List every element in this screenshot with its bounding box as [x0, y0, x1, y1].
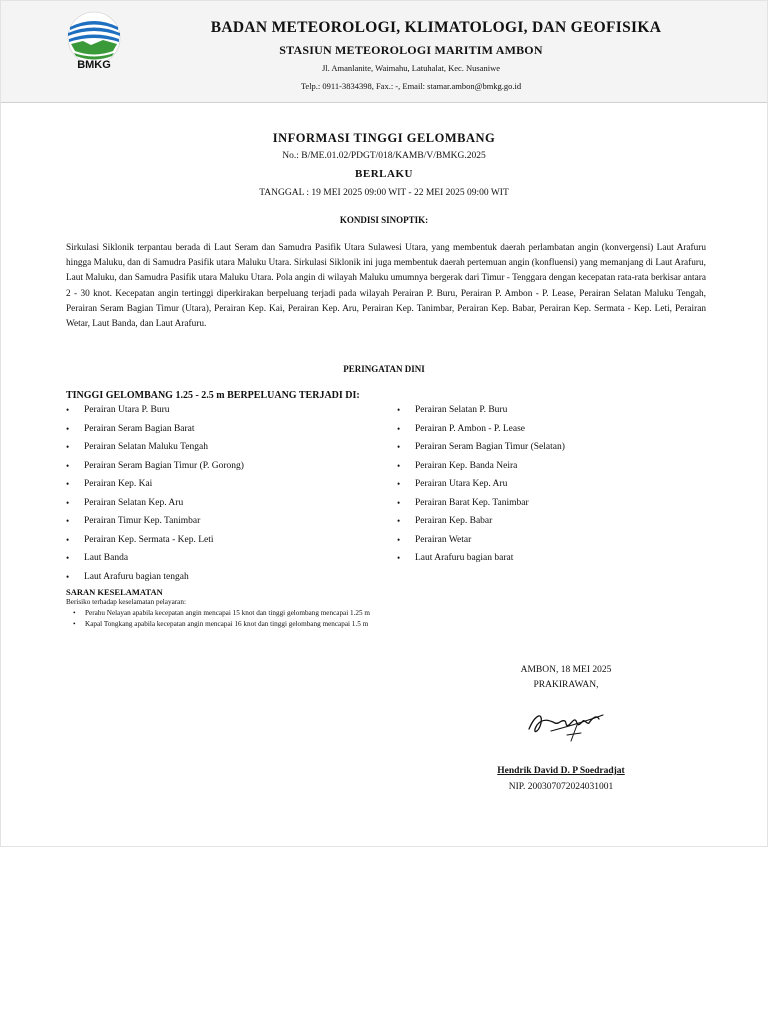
validity-label: BERLAKU: [355, 168, 413, 180]
safety-intro: Berisiko terhadap keselamatan pelayaran:: [66, 598, 186, 606]
letterhead: [1, 1, 767, 103]
area-list-right: [397, 403, 565, 570]
signatory-nip: NIP. 200307072024031001: [508, 782, 614, 792]
handwritten-signature-icon: [521, 701, 611, 746]
station-contact: Telp.: 0911-3834398, Fax.: -, Email: stamar.ambon@bmkg.go.id: [300, 81, 522, 91]
list-item: • Perairan Kep. Banda Neira: [397, 459, 565, 478]
list-item: • Perairan Seram Bagian Barat: [66, 422, 244, 441]
list-item: • Perahu Nelayan apabila kecepatan angin mencapai 15 knot dan tinggi gelombang mencapai 1.25 m: [73, 608, 370, 619]
list-item: • Perairan P. Ambon - P. Lease: [397, 422, 565, 441]
list-item: • Perairan Timur Kep. Tanimbar: [66, 514, 244, 533]
station-name: STASIUN METEOROLOGI MARITIM AMBON: [279, 43, 543, 57]
signature-role: PRAKIRAWAN,: [533, 680, 599, 690]
area-list-left: [66, 403, 244, 588]
list-item: • Kapal Tongkang apabila kecepatan angin mencapai 16 knot dan tinggi gelombang mencapai 1.5 m: [73, 619, 370, 630]
station-address: Jl. Amanlanite, Waimahu, Latuhalat, Kec. Nusaniwe: [321, 63, 501, 73]
list-item: • Perairan Seram Bagian Timur (P. Gorong): [66, 459, 244, 478]
agency-name: BADAN METEOROLOGI, KLIMATOLOGI, DAN GEOFISIKA: [210, 19, 662, 36]
list-item: • Perairan Selatan Maluku Tengah: [66, 440, 244, 459]
safety-list: [73, 608, 370, 629]
list-item: • Laut Arafuru bagian barat: [397, 551, 565, 570]
list-item: • Perairan Wetar: [397, 533, 565, 552]
list-item: • Perairan Utara Kep. Aru: [397, 477, 565, 496]
safety-heading: SARAN KESELAMATAN: [66, 587, 163, 597]
list-item: • Perairan Barat Kep. Tanimbar: [397, 496, 565, 515]
list-item: • Perairan Utara P. Buru: [66, 403, 244, 422]
list-item: • Laut Banda: [66, 551, 244, 570]
list-item: • Perairan Kep. Sermata - Kep. Leti: [66, 533, 244, 552]
signature-city-date: AMBON, 18 MEI 2025: [520, 665, 612, 675]
synoptic-text: Sirkulasi Siklonik terpantau berada di Laut Seram dan Samudra Pasifik Utara Sulawesi Utara, yang membentuk daerah perlambatan angin (konvergensi) Laut Arafuru hingga Maluku, dan di Samudra Pasifik utara Maluku Utara. Sirkulasi Siklonik ini juga membentuk daerah pertemuan angin (konfluensi) yang memanjang di Laut Arafuru, Laut Maluku, dan Samudra Pasifik utara Maluku Utara. Pola angin di wilayah Maluku umumnya bergerak dari Timur - Tenggara dengan kecepatan rata-rata berkisar antara 2 - 30 knot. Kecepatan angin tertinggi diperkirakan berpeluang terjadi pada wilayah Perairan P. Buru, Perairan P. Ambon - P. Lease, Perairan Selatan Maluku Tengah, Perairan Seram Bagian Timur (Utara), Perairan Kep. Kai, Perairan Kep. Aru, Perairan Kep. Tanimbar, Perairan Kep. Babar, Perairan Kep. Sermata - Kep. Leti, Perairan Wetar, Laut Banda, dan Laut Arafuru.: [66, 243, 706, 330]
list-item: • Perairan Kep. Babar: [397, 514, 565, 533]
logo-text: BMKG: [77, 59, 111, 71]
list-item: • Perairan Selatan P. Buru: [397, 403, 565, 422]
signatory-name: Hendrik David D. P Soedradjat: [497, 766, 625, 776]
list-item: • Perairan Selatan Kep. Aru: [66, 496, 244, 515]
document-number: No.: B/ME.01.02/PDGT/018/KAMB/V/BMKG.2025: [282, 151, 486, 161]
document-title: INFORMASI TINGGI GELOMBANG: [272, 131, 496, 145]
warning-heading: PERINGATAN DINI: [343, 364, 425, 374]
wave-height-heading: TINGGI GELOMBANG 1.25 - 2.5 m BERPELUANG TERJADI DI:: [66, 390, 360, 401]
synoptic-heading: KONDISI SINOPTIK:: [339, 215, 429, 225]
list-item: • Perairan Kep. Kai: [66, 477, 244, 496]
validity-date: TANGGAL : 19 MEI 2025 09:00 WIT - 22 MEI 2025 09:00 WIT: [259, 188, 509, 198]
list-item: • Perairan Seram Bagian Timur (Selatan): [397, 440, 565, 459]
list-item: • Laut Arafuru bagian tengah: [66, 570, 244, 589]
